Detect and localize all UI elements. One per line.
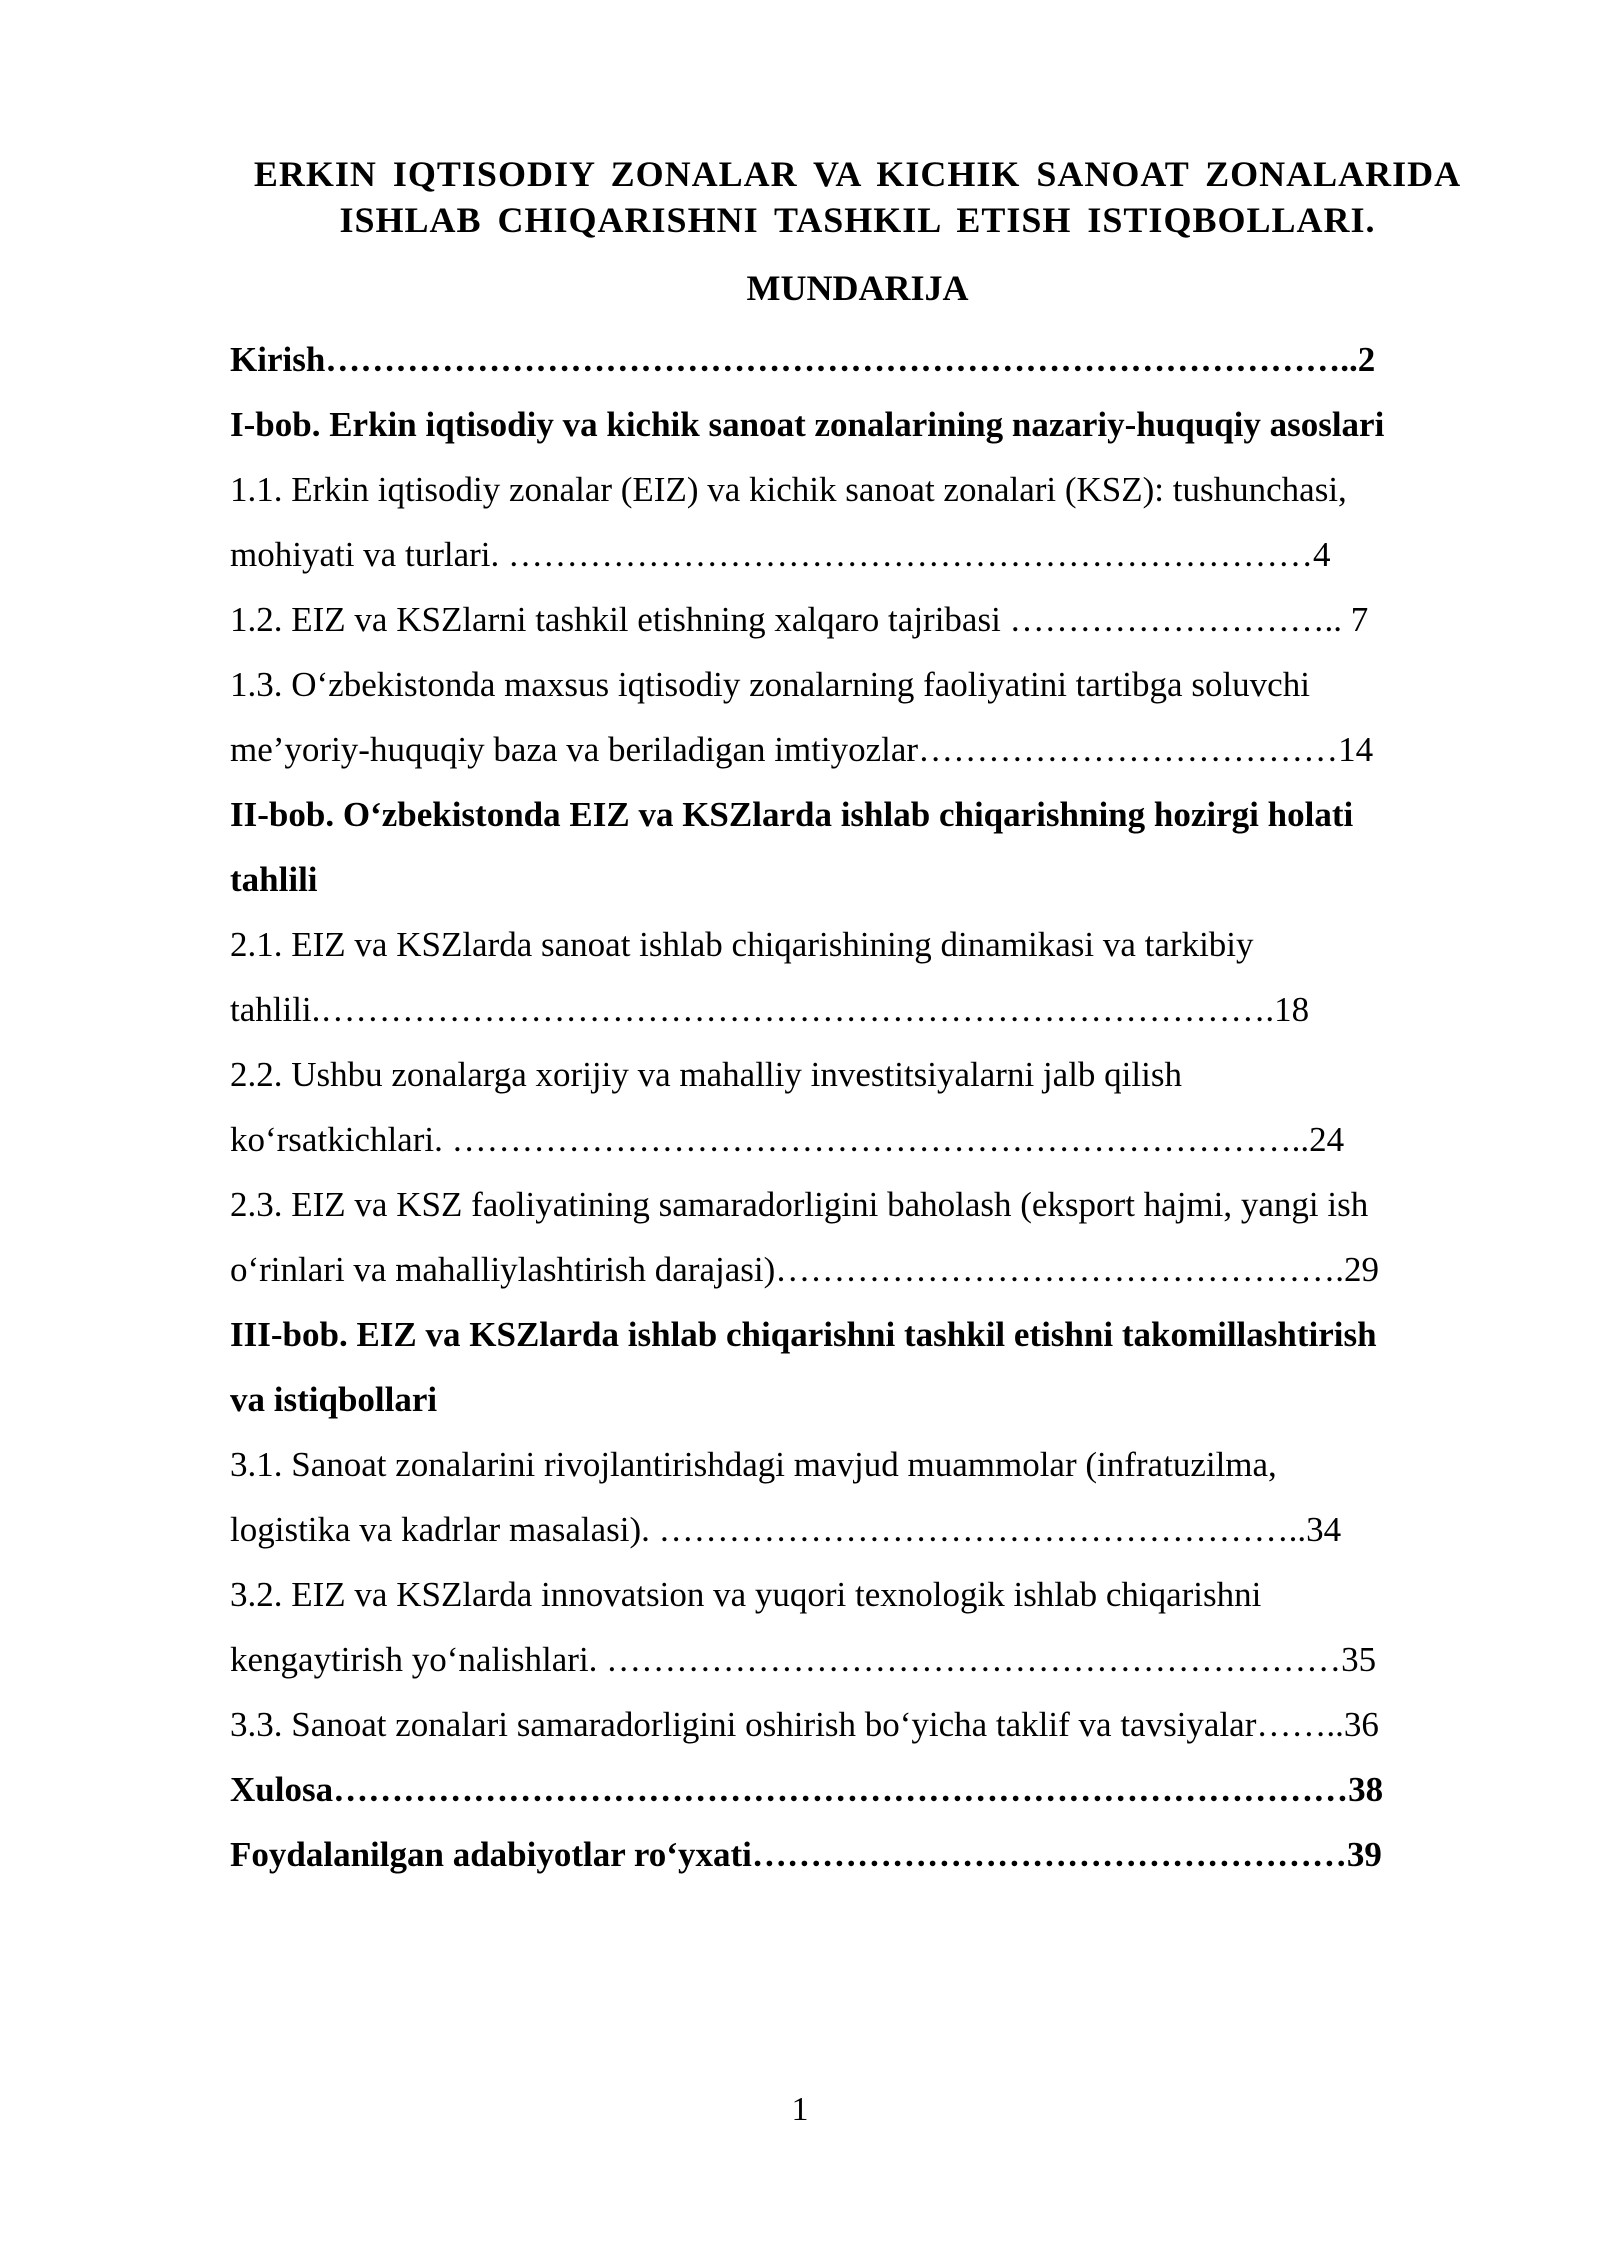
table-of-contents-heading: MUNDARIJA bbox=[746, 268, 969, 308]
toc-line: tahlili bbox=[230, 860, 318, 899]
toc-line: 3.1. Sanoat zonalarini rivojlantirishdagi mavjud muammolar (infratuzilma, bbox=[230, 1445, 1277, 1484]
toc-line: tahlili.……………………………………………………………………….18 bbox=[230, 990, 1310, 1029]
toc-line: Foydalanilgan adabiyotlar ro‘yxati……………………………………………39 bbox=[230, 1835, 1382, 1874]
toc-line: logistika va kadrlar masalasi). ………………………………………………..34 bbox=[230, 1510, 1342, 1549]
toc-line: 2.1. EIZ va KSZlarda sanoat ishlab chiqarishining dinamikasi va tarkibiy bbox=[230, 925, 1254, 964]
toc-line: me’yoriy-huquqiy baza va beriladigan imtiyozlar………………………………14 bbox=[230, 730, 1374, 769]
toc-line: 1.2. EIZ va KSZlarni tashkil etishning xalqaro tajribasi ……………………….. 7 bbox=[230, 600, 1369, 639]
toc-line: o‘rinlari va mahalliylashtirish darajasi)………………………………………….29 bbox=[230, 1250, 1379, 1289]
toc-line: II-bob. O‘zbekistonda EIZ va KSZlarda ishlab chiqarishning hozirgi holati bbox=[230, 795, 1354, 834]
toc-line: mohiyati va turlari. ……………………………………………………………4 bbox=[230, 535, 1331, 574]
table-of-contents bbox=[230, 327, 1485, 1887]
toc-line: Xulosa……………………………………………………………………………38 bbox=[230, 1770, 1384, 1809]
toc-line: 1.1. Erkin iqtisodiy zonalar (EIZ) va kichik sanoat zonalari (KSZ): tushunchasi, bbox=[230, 470, 1347, 509]
document-title-line-2: ISHLAB CHIQARISHNI TASHKIL ETISH ISTIQBOLLARI. bbox=[339, 200, 1376, 240]
page-number: 1 bbox=[791, 2091, 809, 2128]
toc-line: kengaytirish yo‘nalishlari. ………………………………………………………35 bbox=[230, 1640, 1377, 1679]
toc-line: va istiqbollari bbox=[230, 1380, 438, 1419]
toc-line: 3.3. Sanoat zonalari samaradorligini oshirish bo‘yicha taklif va tavsiyalar……..36 bbox=[230, 1705, 1379, 1744]
toc-line: 2.2. Ushbu zonalarga xorijiy va mahalliy investitsiyalarni jalb qilish bbox=[230, 1055, 1182, 1094]
toc-line: 2.3. EIZ va KSZ faoliyatining samaradorligini baholash (eksport hajmi, yangi ish bbox=[230, 1185, 1369, 1224]
toc-line: ko‘rsatkichlari. ………………………………………………………………..24 bbox=[230, 1120, 1345, 1159]
toc-line: Kirish……………………………………………………………………………..2 bbox=[230, 340, 1376, 379]
toc-line: I-bob. Erkin iqtisodiy va kichik sanoat zonalarining nazariy-huquqiy asoslari bbox=[230, 405, 1385, 444]
toc-line: III-bob. EIZ va KSZlarda ishlab chiqarishni tashkil etishni takomillashtirish bbox=[230, 1315, 1377, 1354]
document-title-line-1: ERKIN IQTISODIY ZONALAR VA KICHIK SANOAT ZONALARIDA bbox=[253, 154, 1462, 194]
toc-line: 1.3. O‘zbekistonda maxsus iqtisodiy zonalarning faoliyatini tartibga soluvchi bbox=[230, 665, 1310, 704]
toc-line: 3.2. EIZ va KSZlarda innovatsion va yuqori texnologik ishlab chiqarishni bbox=[230, 1575, 1262, 1614]
